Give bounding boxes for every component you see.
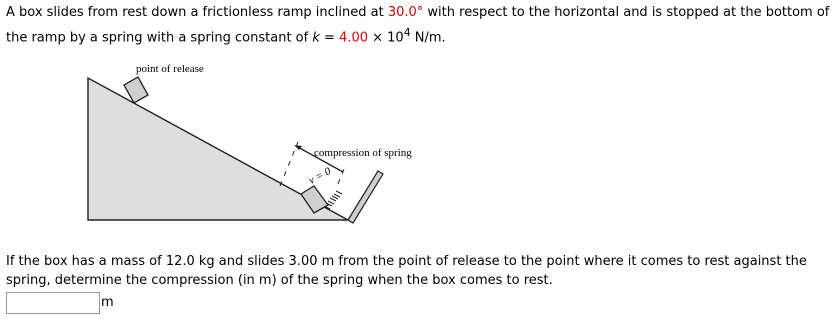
question-text: If the box has a mass of 12.0 kg and slides 3.00 m from the point of release to the point where it comes to rest against the spring, determine the compression (in m) of the spring when the box comes to rest. xyxy=(6,254,807,288)
compression-label: compression of spring xyxy=(314,147,412,159)
spring-wall xyxy=(348,171,383,223)
times-ten: × 10 xyxy=(368,30,404,46)
velocity-label: v = 0 xyxy=(306,165,334,187)
spring-constant-unit: N/m. xyxy=(410,30,446,46)
compression-marker-left xyxy=(280,142,298,186)
problem-text-1: A box slides from rest down a frictionless ramp inclined at xyxy=(6,5,388,20)
k-equals: = xyxy=(319,30,340,46)
answer-unit: m xyxy=(101,295,114,310)
ramp-diagram xyxy=(80,58,430,228)
exponent: 4 xyxy=(403,26,411,39)
angle-value: 30.0° xyxy=(387,5,424,20)
spring-constant-value: 4.00 xyxy=(339,30,368,46)
k-symbol: k xyxy=(312,30,320,46)
compression-marker-right xyxy=(338,164,346,184)
problem-text-2: with respect to the horizontal and is stopped at the bottom of the ramp by a spring with a spring constant of xyxy=(6,5,830,46)
answer-input[interactable] xyxy=(6,292,100,314)
problem-statement xyxy=(6,3,836,48)
release-label: point of release xyxy=(136,63,204,75)
